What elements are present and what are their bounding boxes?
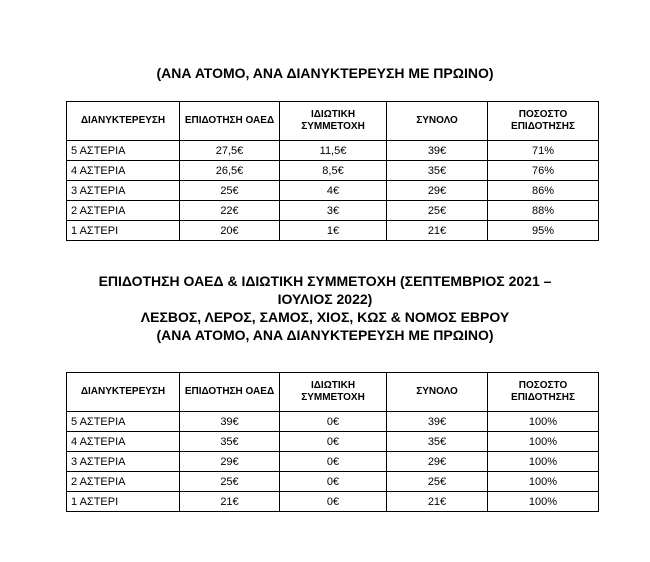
cell-category: 1 ΑΣΤΕΡΙ	[67, 221, 180, 241]
cell-oaed-subsidy: 35€	[180, 432, 280, 452]
cell-total: 39€	[387, 412, 488, 432]
table-row	[67, 161, 599, 181]
cell-private-contribution: 0€	[280, 452, 387, 472]
table-row	[67, 412, 599, 432]
cell-oaed-subsidy: 25€	[180, 472, 280, 492]
cell-private-contribution: 0€	[280, 432, 387, 452]
header-private-contribution: ΙΔΙΩΤΙΚΗ ΣΥΜΜΕΤΟΧΗ	[280, 373, 387, 412]
table-row	[67, 472, 599, 492]
header-private-contribution: ΙΔΙΩΤΙΚΗ ΣΥΜΜΕΤΟΧΗ	[280, 102, 387, 141]
subsidy-table-general	[66, 101, 599, 241]
cell-total: 21€	[387, 492, 488, 512]
header-overnight-stay: ΔΙΑΝΥΚΤΕΡΕΥΣΗ	[67, 102, 180, 141]
section1-heading: (ΑΝΑ ΑΤΟΜΟ, ΑΝΑ ΔΙΑΝΥΚΤΕΡΕΥΣΗ ΜΕ ΠΡΩΙΝΟ)	[156, 65, 494, 81]
cell-total: 35€	[387, 161, 488, 181]
cell-total: 35€	[387, 432, 488, 452]
cell-category: 5 ΑΣΤΕΡΙΑ	[67, 141, 180, 161]
cell-category: 1 ΑΣΤΕΡΙ	[67, 492, 180, 512]
cell-oaed-subsidy: 25€	[180, 181, 280, 201]
header-subsidy-percentage: ΠΟΣΟΣΤΟ ΕΠΙΔΟΤΗΣΗΣ	[488, 373, 599, 412]
cell-oaed-subsidy: 22€	[180, 201, 280, 221]
cell-total: 21€	[387, 221, 488, 241]
section2-heading	[0, 272, 650, 344]
cell-subsidy-percentage: 88%	[488, 201, 599, 221]
cell-category: 5 ΑΣΤΕΡΙΑ	[67, 412, 180, 432]
cell-private-contribution: 0€	[280, 472, 387, 492]
cell-total: 25€	[387, 472, 488, 492]
header-subsidy-percentage: ΠΟΣΟΣΤΟ ΕΠΙΔΟΤΗΣΗΣ	[488, 102, 599, 141]
cell-oaed-subsidy: 20€	[180, 221, 280, 241]
cell-oaed-subsidy: 26,5€	[180, 161, 280, 181]
cell-private-contribution: 0€	[280, 412, 387, 432]
header-overnight-stay: ΔΙΑΝΥΚΤΕΡΕΥΣΗ	[67, 373, 180, 412]
table-row	[67, 181, 599, 201]
cell-category: 2 ΑΣΤΕΡΙΑ	[67, 201, 180, 221]
cell-private-contribution: 4€	[280, 181, 387, 201]
section2-heading-line: (ΑΝΑ ΑΤΟΜΟ, ΑΝΑ ΔΙΑΝΥΚΤΕΡΕΥΣΗ ΜΕ ΠΡΩΙΝΟ)	[156, 327, 494, 343]
cell-subsidy-percentage: 100%	[488, 412, 599, 432]
cell-total: 25€	[387, 201, 488, 221]
subsidy-table-islands	[66, 372, 599, 512]
header-total: ΣΥΝΟΛΟ	[387, 102, 488, 141]
cell-subsidy-percentage: 86%	[488, 181, 599, 201]
header-total: ΣΥΝΟΛΟ	[387, 373, 488, 412]
header-oaed-subsidy: ΕΠΙΔΟΤΗΣΗ ΟΑΕΔ	[180, 373, 280, 412]
cell-total: 39€	[387, 141, 488, 161]
cell-subsidy-percentage: 100%	[488, 472, 599, 492]
table-row	[67, 141, 599, 161]
table-row	[67, 432, 599, 452]
cell-private-contribution: 8,5€	[280, 161, 387, 181]
cell-private-contribution: 0€	[280, 492, 387, 512]
cell-oaed-subsidy: 29€	[180, 452, 280, 472]
cell-private-contribution: 1€	[280, 221, 387, 241]
section2-heading-line: ΕΠΙΔΟΤΗΣΗ ΟΑΕΔ & ΙΔΙΩΤΙΚΗ ΣΥΜΜΕΤΟΧΗ (ΣΕΠΤΕΜΒΡΙΟΣ 2021 –	[98, 273, 552, 289]
cell-subsidy-percentage: 71%	[488, 141, 599, 161]
cell-oaed-subsidy: 21€	[180, 492, 280, 512]
cell-private-contribution: 11,5€	[280, 141, 387, 161]
header-oaed-subsidy: ΕΠΙΔΟΤΗΣΗ ΟΑΕΔ	[180, 102, 280, 141]
cell-category: 2 ΑΣΤΕΡΙΑ	[67, 472, 180, 492]
cell-total: 29€	[387, 181, 488, 201]
cell-category: 3 ΑΣΤΕΡΙΑ	[67, 181, 180, 201]
table-row	[67, 201, 599, 221]
section2-heading-line: ΙΟΥΛΙΟΣ 2022)	[277, 291, 373, 307]
cell-total: 29€	[387, 452, 488, 472]
table-row	[67, 221, 599, 241]
cell-category: 4 ΑΣΤΕΡΙΑ	[67, 432, 180, 452]
section2-heading-line: ΛΕΣΒΟΣ, ΛΕΡΟΣ, ΣΑΜΟΣ, ΧΙΟΣ, ΚΩΣ & ΝΟΜΟΣ ΕΒΡΟΥ	[140, 309, 510, 325]
cell-category: 3 ΑΣΤΕΡΙΑ	[67, 452, 180, 472]
cell-private-contribution: 3€	[280, 201, 387, 221]
cell-subsidy-percentage: 95%	[488, 221, 599, 241]
cell-subsidy-percentage: 100%	[488, 432, 599, 452]
table-header-row	[67, 102, 599, 141]
cell-category: 4 ΑΣΤΕΡΙΑ	[67, 161, 180, 181]
table-header-row	[67, 373, 599, 412]
cell-subsidy-percentage: 76%	[488, 161, 599, 181]
cell-oaed-subsidy: 39€	[180, 412, 280, 432]
cell-subsidy-percentage: 100%	[488, 492, 599, 512]
cell-oaed-subsidy: 27,5€	[180, 141, 280, 161]
cell-subsidy-percentage: 100%	[488, 452, 599, 472]
table-row	[67, 452, 599, 472]
table-row	[67, 492, 599, 512]
